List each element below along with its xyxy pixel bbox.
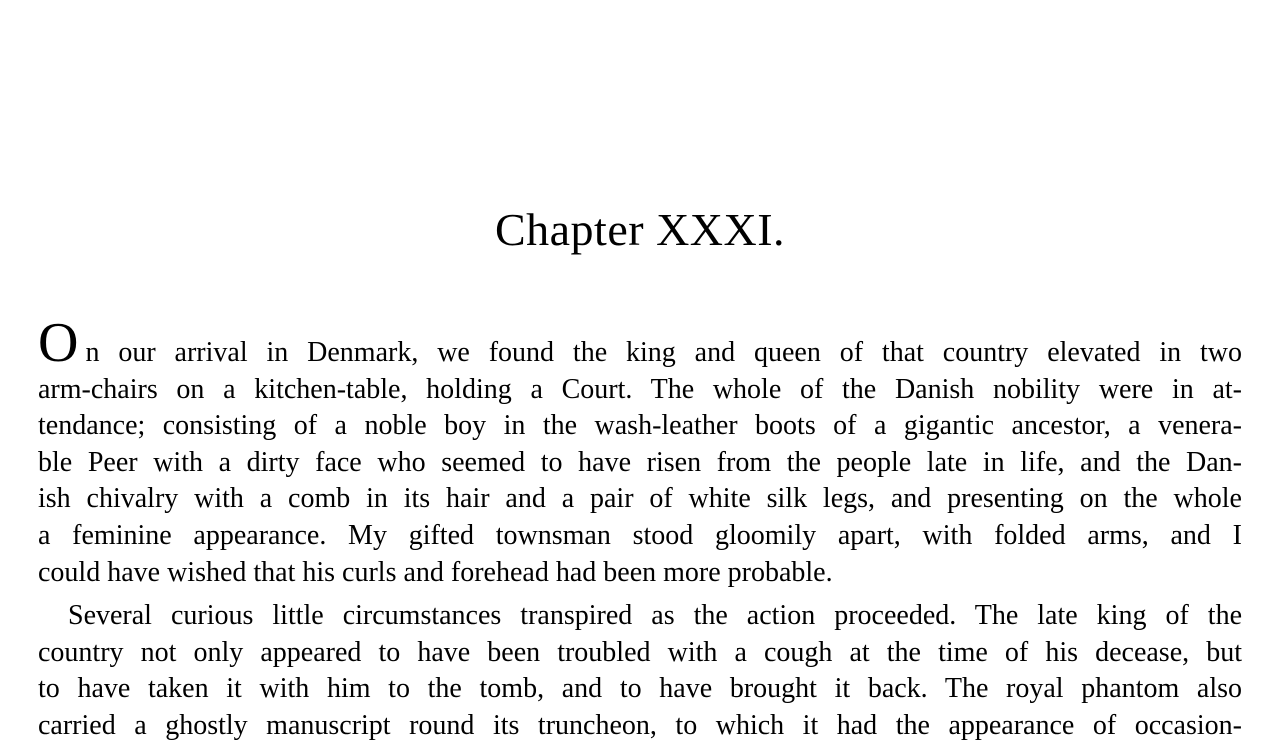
chapter-heading: Chapter XXXI.	[494, 204, 786, 255]
paragraph	[38, 598, 1242, 744]
text-line: a feminine appearance. My gifted townsman stood gloomily apart, with folded arms, and I	[38, 519, 1242, 551]
text-line: On our arrival in Denmark, we found the king and queen of that country elevated in two	[38, 312, 1242, 374]
text-line: to have taken it with him to the tomb, and to have brought it back. The royal phantom also	[38, 673, 1242, 705]
text-line: carried a ghostly manuscript round its truncheon, to which it had the appearance of occasion-	[38, 709, 1242, 741]
text-line: Several curious little circumstances transpired as the action proceeded. The late king of the	[38, 598, 1242, 635]
paragraph-indent	[38, 623, 68, 624]
paragraph	[38, 312, 1242, 591]
drop-cap-initial: O	[38, 312, 79, 374]
text-line: arm-chairs on a kitchen-table, holding a Court. The whole of the Danish nobility were in at-	[38, 373, 1242, 405]
text-line: ble Peer with a dirty face who seemed to have risen from the people late in life, and the Dan-	[38, 446, 1242, 478]
text-line: could have wished that his curls and forehead had been more probable.	[38, 556, 833, 588]
text-line: ish chivalry with a comb in its hair and a pair of white silk legs, and presenting on the whole	[38, 483, 1242, 515]
text-line: country not only appeared to have been troubled with a cough at the time of his decease, but	[38, 636, 1242, 668]
text-line: tendance; consisting of a noble boy in the wash-leather boots of a gigantic ancestor, a venera-	[38, 410, 1242, 442]
chapter-body	[38, 312, 1242, 745]
